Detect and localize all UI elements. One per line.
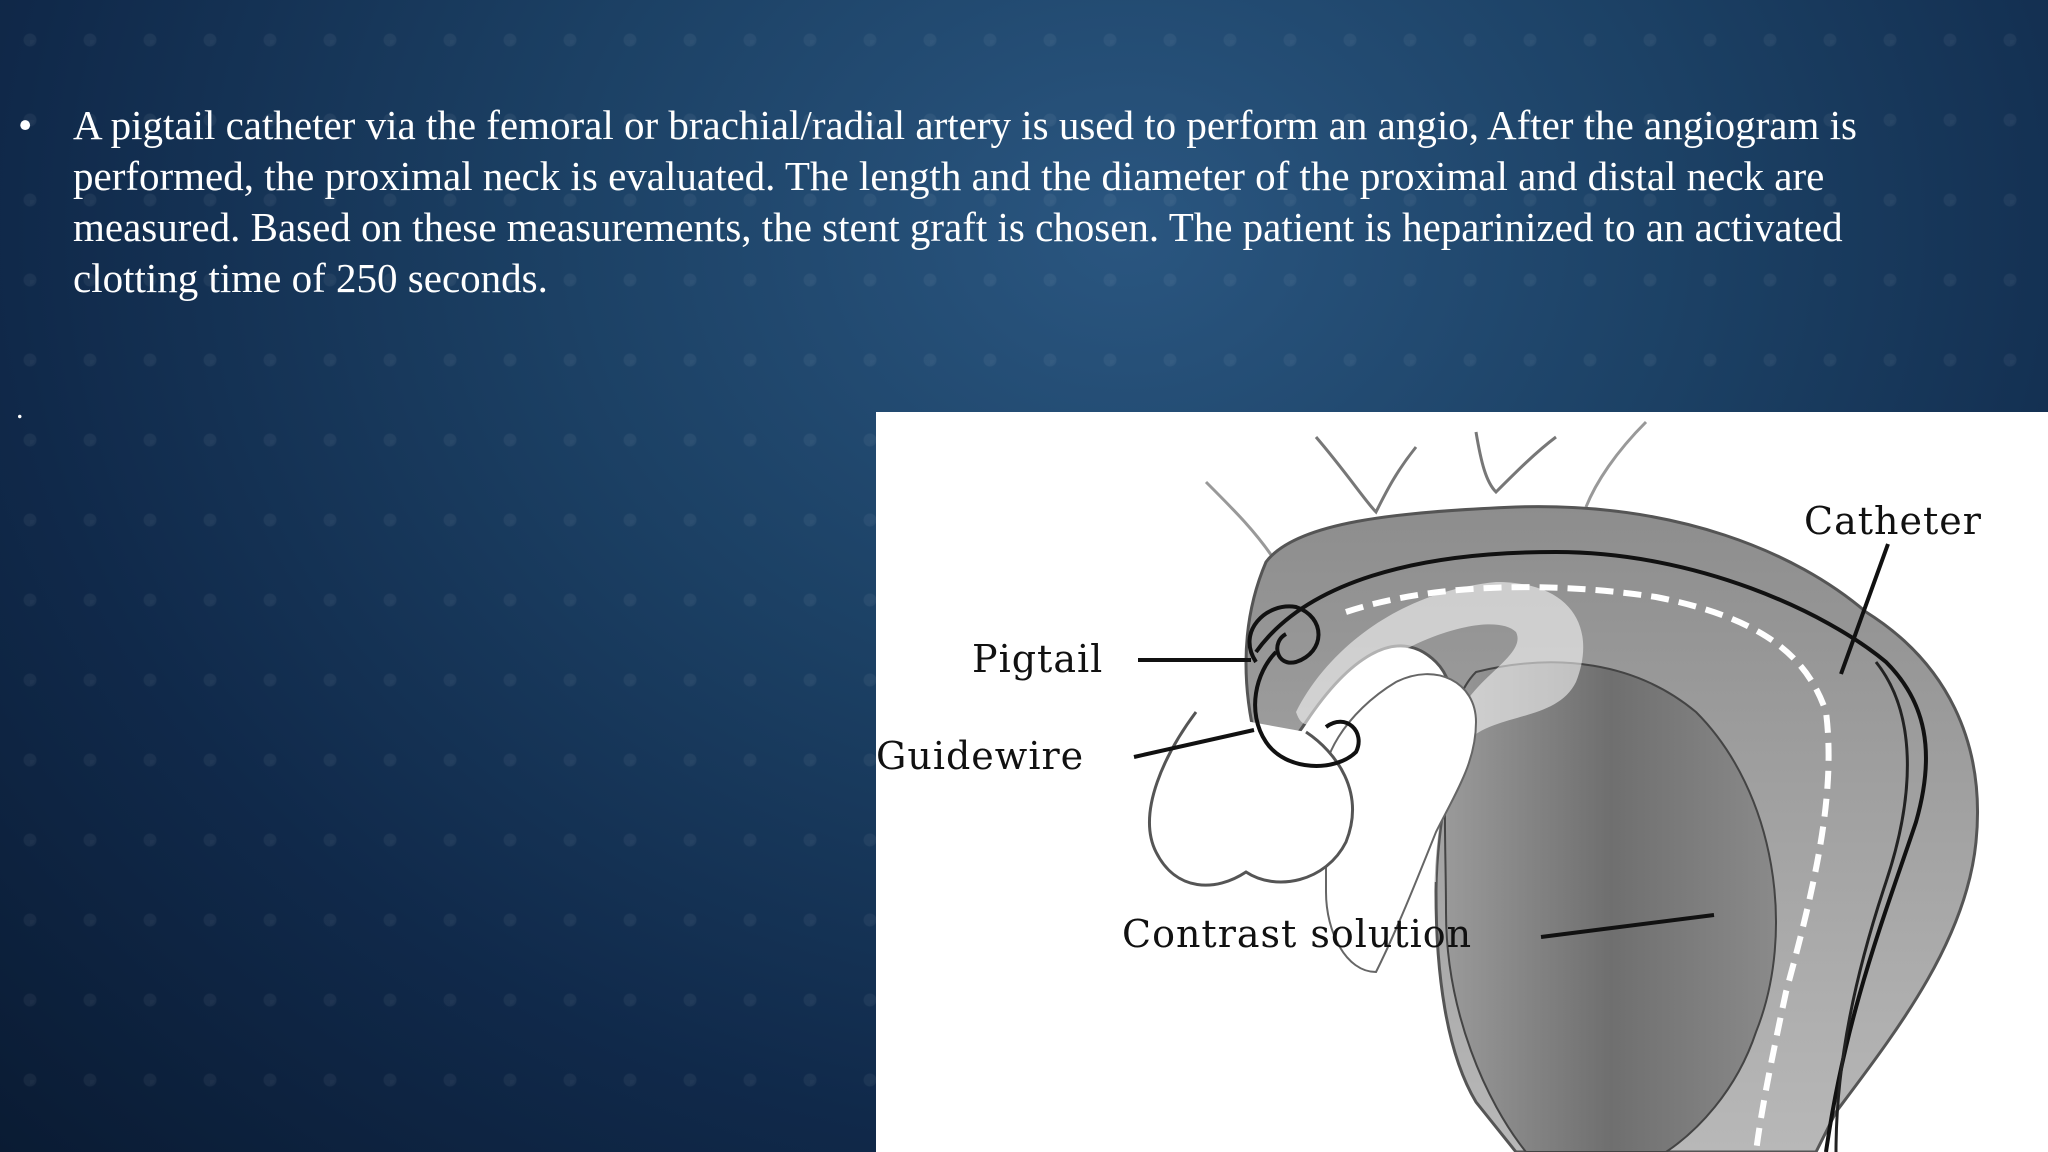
label-contrast-solution: Contrast solution	[1122, 912, 1473, 956]
stray-dot: .	[16, 392, 24, 425]
head-vessel	[1476, 432, 1556, 492]
bullet-paragraph: A pigtail catheter via the femoral or brachial/radial artery is used to perform an angio, After the angiogram is performed, the proximal neck is evaluated. The length and the diameter of the proximal and distal neck are measured. Based on these measurements, the stent graft is chosen. The patient is heparinized to an activated clotting time of 250 seconds.	[73, 102, 1857, 301]
head-vessel	[1586, 422, 1646, 507]
bullet-marker: •	[18, 102, 33, 148]
label-pigtail: Pigtail	[972, 637, 1104, 681]
head-vessel	[1316, 437, 1416, 512]
label-catheter: Catheter	[1804, 499, 1982, 543]
aorta-diagram	[876, 412, 2048, 1152]
aortic-root	[1150, 712, 1353, 885]
label-guidewire: Guidewire	[876, 734, 1085, 778]
head-vessel	[1206, 482, 1276, 562]
